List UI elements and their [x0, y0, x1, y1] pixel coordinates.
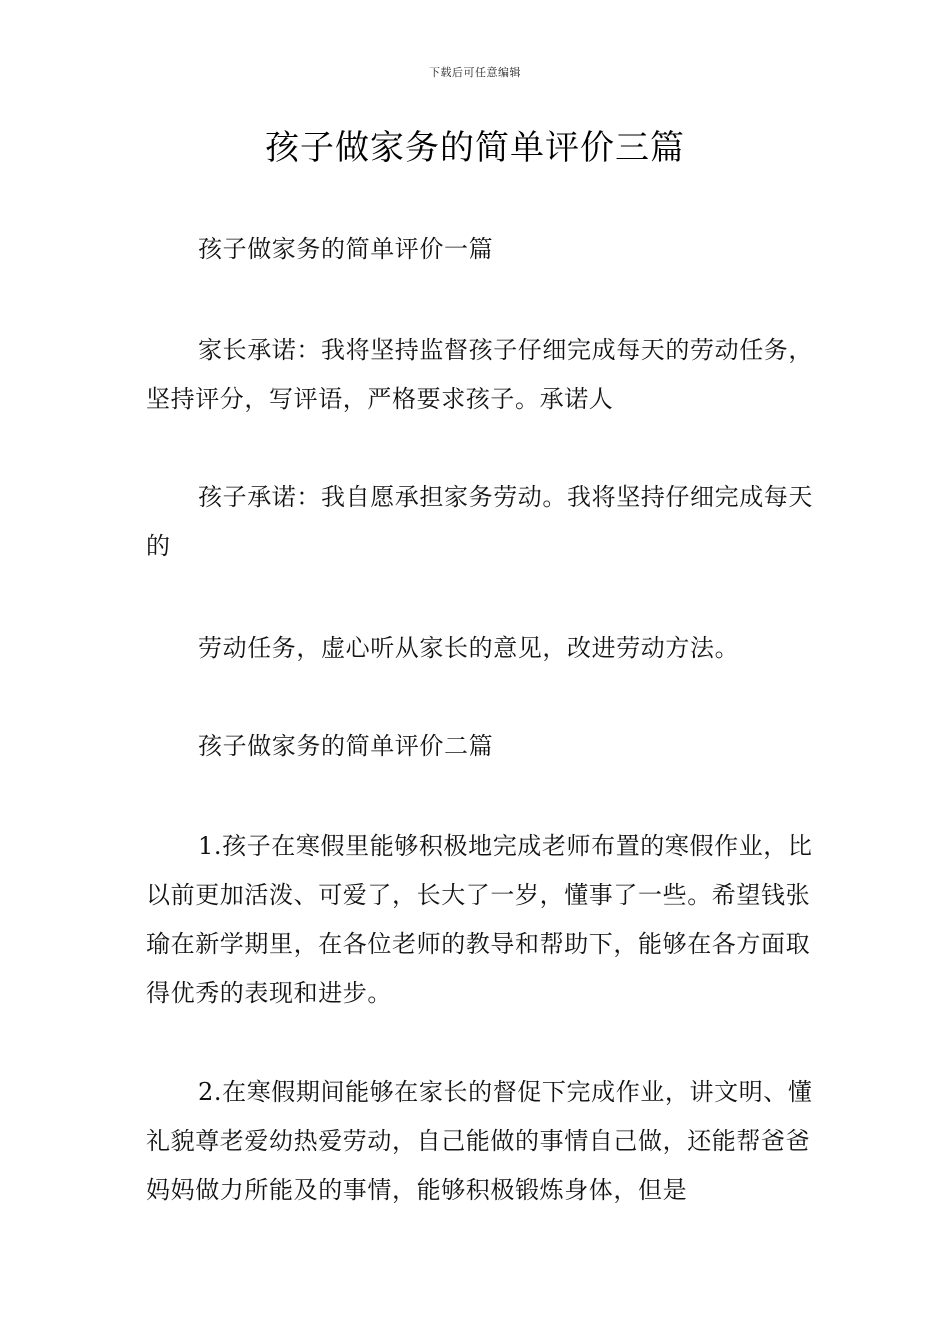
- evaluation-item-2: 2.在寒假期间能够在家长的督促下完成作业，讲文明、懂礼貌尊老爱幼热爱劳动，自己能做的事情自己做，还能帮爸爸妈妈做力所能及的事情，能够积极锻炼身体，但是: [146, 1078, 813, 1204]
- header-note: 下载后可任意编辑: [429, 66, 521, 79]
- section-heading-two: 孩子做家务的简单评价二篇: [198, 732, 494, 760]
- parent-pledge-paragraph: 家长承诺：我将坚持监督孩子仔细完成每天的劳动任务，坚持评分，写评语，严格要求孩子。承诺人: [146, 336, 813, 413]
- child-pledge-continuation: 劳动任务，虚心听从家长的意见，改进劳动方法。: [198, 634, 740, 662]
- document-title: 孩子做家务的简单评价三篇: [265, 128, 685, 168]
- evaluation-item-1: 1.孩子在寒假里能够积极地完成老师布置的寒假作业，比以前更加活泼、可爱了，长大了一岁，懂事了一些。希望钱张瑜在新学期里，在各位老师的教导和帮助下，能够在各方面取得优秀的表现和进步。: [146, 832, 813, 1007]
- section-heading-one: 孩子做家务的简单评价一篇: [198, 235, 494, 263]
- child-pledge-paragraph: 孩子承诺：我自愿承担家务劳动。我将坚持仔细完成每天的: [146, 483, 813, 560]
